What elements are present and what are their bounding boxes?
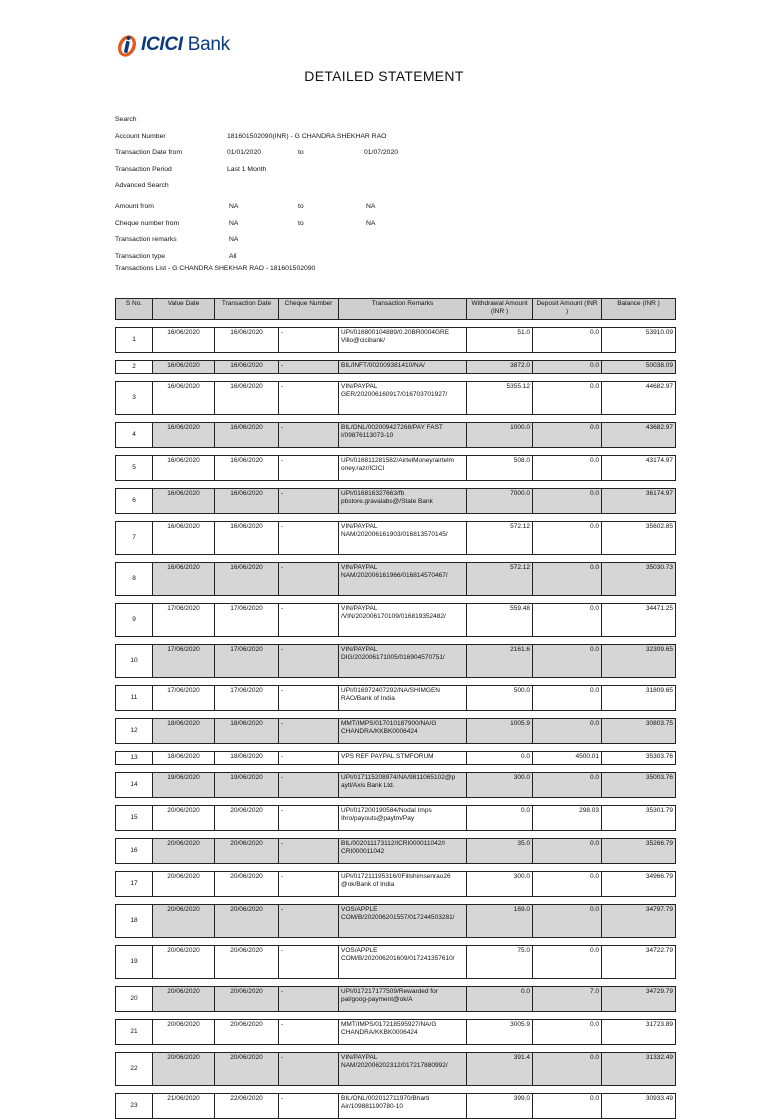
cell-transaction-date: 20/06/2020	[215, 806, 279, 831]
cell-balance: 32309.65	[602, 645, 676, 678]
transactions-table	[115, 298, 676, 1119]
cell-balance: 43174.97	[602, 456, 676, 481]
advanced-search-heading: Advanced Search	[115, 182, 169, 190]
cell-remarks: MMT/IMPS/017010187900/NA/G CHANDRA/KKBK0006424	[339, 719, 467, 744]
cell-value-date: 17/06/2020	[153, 604, 215, 637]
cell-remarks: VIN/PAYPAL GER/202006160917/016703701927/	[339, 382, 467, 415]
cell-transaction-date: 16/06/2020	[215, 522, 279, 555]
cell-deposit: 0.0	[533, 773, 602, 798]
cell-cheque-number: -	[279, 382, 339, 415]
row-spacer-cell	[116, 938, 676, 946]
cell-transaction-date: 16/06/2020	[215, 382, 279, 415]
cell-transaction-date: 20/06/2020	[215, 905, 279, 938]
remarks-value: NA	[229, 236, 239, 244]
table-row	[116, 489, 676, 514]
search-criteria	[115, 112, 675, 265]
cell-value-date: 16/06/2020	[153, 489, 215, 514]
row-spacer	[116, 798, 676, 806]
cell-value-date: 20/06/2020	[153, 1020, 215, 1045]
header-value-date: Value Date	[153, 299, 215, 320]
row-spacer-cell	[116, 481, 676, 489]
cell-cheque-number: -	[279, 905, 339, 938]
cell-withdrawal: 0.0	[467, 987, 533, 1012]
row-spacer	[116, 864, 676, 872]
table-row	[116, 328, 676, 353]
cell-cheque-number: -	[279, 987, 339, 1012]
row-spacer	[116, 1045, 676, 1053]
cell-transaction-date: 20/06/2020	[215, 1053, 279, 1086]
cell-withdrawal: 2161.6	[467, 645, 533, 678]
cell-sno: 12	[116, 719, 153, 744]
transactions-body	[116, 320, 676, 1119]
page-title: DETAILED STATEMENT	[304, 68, 464, 84]
row-spacer-cell	[116, 448, 676, 456]
row-spacer	[116, 448, 676, 456]
cell-deposit: 0.0	[533, 1053, 602, 1086]
bank-name-bold: ICICI	[141, 34, 183, 55]
table-row	[116, 773, 676, 798]
cell-transaction-date: 16/06/2020	[215, 328, 279, 353]
row-spacer-cell	[116, 765, 676, 773]
header-remarks: Transaction Remarks	[339, 299, 467, 320]
cell-value-date: 20/06/2020	[153, 987, 215, 1012]
cell-remarks: VIN/PAYPAL NAM/202006161903/016813570145/	[339, 522, 467, 555]
cell-transaction-date: 22/06/2020	[215, 1094, 279, 1119]
cell-balance: 35266.79	[602, 839, 676, 864]
cell-balance: 53910.09	[602, 328, 676, 353]
cell-balance: 30803.75	[602, 719, 676, 744]
cell-balance: 35301.79	[602, 806, 676, 831]
cell-cheque-number: -	[279, 522, 339, 555]
cell-withdrawal: 75.0	[467, 946, 533, 979]
row-spacer-cell	[116, 1086, 676, 1094]
table-row	[116, 1053, 676, 1086]
cell-sno: 23	[116, 1094, 153, 1119]
header-sno: S No.	[116, 299, 153, 320]
table-row	[116, 905, 676, 938]
row-spacer-cell	[116, 596, 676, 604]
cell-cheque-number: -	[279, 872, 339, 897]
row-spacer-cell	[116, 1012, 676, 1020]
row-spacer-cell	[116, 979, 676, 987]
cell-value-date: 20/06/2020	[153, 806, 215, 831]
cell-balance: 44682.97	[602, 382, 676, 415]
row-spacer	[116, 765, 676, 773]
cell-withdrawal: 5355.12	[467, 382, 533, 415]
cell-balance: 34966.79	[602, 872, 676, 897]
cell-transaction-date: 17/06/2020	[215, 645, 279, 678]
table-row	[116, 382, 676, 415]
cell-value-date: 17/06/2020	[153, 645, 215, 678]
date-from-value: 01/01/2020	[227, 149, 262, 157]
amount-from-value: NA	[229, 202, 239, 210]
header-balance: Balance (INR )	[602, 299, 676, 320]
cell-remarks: VIN/PAYPAL /VIN/202006170109/016819352482/	[339, 604, 467, 637]
cell-remarks: VIN/PAYPAL NAM/202006202312/017217880992/	[339, 1053, 467, 1086]
row-spacer	[116, 938, 676, 946]
cell-deposit: 0.0	[533, 382, 602, 415]
row-spacer-cell	[116, 555, 676, 563]
cell-deposit: 0.0	[533, 328, 602, 353]
bank-name-rest: Bank	[182, 34, 230, 55]
cell-value-date: 16/06/2020	[153, 563, 215, 596]
cell-withdrawal: 399.0	[467, 1094, 533, 1119]
cell-deposit: 0.0	[533, 645, 602, 678]
cell-withdrawal: 572.12	[467, 522, 533, 555]
table-row	[116, 604, 676, 637]
table-row	[116, 987, 676, 1012]
table-row	[116, 361, 676, 374]
table-row	[116, 456, 676, 481]
cell-remarks: VOS/APPLE COM/B/202006201609/017241357610/	[339, 946, 467, 979]
row-spacer-cell	[116, 831, 676, 839]
cell-cheque-number: -	[279, 489, 339, 514]
cell-value-date: 16/06/2020	[153, 361, 215, 374]
cell-balance: 35003.76	[602, 773, 676, 798]
bank-logo	[115, 30, 230, 60]
cell-sno: 16	[116, 839, 153, 864]
cell-deposit: 0.0	[533, 1094, 602, 1119]
cell-transaction-date: 16/06/2020	[215, 489, 279, 514]
cell-sno: 6	[116, 489, 153, 514]
cell-balance: 30933.49	[602, 1094, 676, 1119]
cell-value-date: 19/06/2020	[153, 773, 215, 798]
cell-transaction-date: 16/06/2020	[215, 423, 279, 448]
row-spacer	[116, 374, 676, 382]
row-spacer	[116, 320, 676, 328]
cell-deposit: 0.0	[533, 489, 602, 514]
type-label: Transaction type	[115, 252, 165, 260]
cell-transaction-date: 18/06/2020	[215, 752, 279, 765]
cell-deposit: 7.0	[533, 987, 602, 1012]
cell-cheque-number: -	[279, 604, 339, 637]
cheque-label: Cheque number from	[115, 219, 180, 227]
cell-transaction-date: 16/06/2020	[215, 456, 279, 481]
cell-sno: 7	[116, 522, 153, 555]
row-spacer	[116, 596, 676, 604]
account-label: Account Number	[115, 132, 166, 140]
cell-balance: 34797.79	[602, 905, 676, 938]
cell-remarks: UPI/016800104889/0.20BR0004GRE Villo@cicibank/	[339, 328, 467, 353]
cell-balance: 35303.76	[602, 752, 676, 765]
cell-value-date: 16/06/2020	[153, 423, 215, 448]
row-spacer	[116, 637, 676, 645]
cell-withdrawal: 0.0	[467, 752, 533, 765]
table-row	[116, 806, 676, 831]
row-spacer	[116, 1012, 676, 1020]
cell-balance: 34729.79	[602, 987, 676, 1012]
row-spacer-cell	[116, 711, 676, 719]
cell-deposit: 0.0	[533, 423, 602, 448]
cell-cheque-number: -	[279, 456, 339, 481]
cell-deposit: 0.0	[533, 1020, 602, 1045]
cell-cheque-number: -	[279, 806, 339, 831]
header-transaction-date: Transaction Date	[215, 299, 279, 320]
cell-remarks: BIL/INFT/002009381410/NA/	[339, 361, 467, 374]
table-row	[116, 563, 676, 596]
table-header-row	[116, 299, 676, 320]
cell-deposit: 0.0	[533, 839, 602, 864]
cell-deposit: 298.03	[533, 806, 602, 831]
cell-remarks: VIN/PAYPAL NAM/202006161966/016814570467/	[339, 563, 467, 596]
cell-balance: 43682.97	[602, 423, 676, 448]
row-spacer-cell	[116, 864, 676, 872]
row-spacer	[116, 831, 676, 839]
cheque-from-value: NA	[229, 219, 239, 227]
cell-cheque-number: -	[279, 1020, 339, 1045]
cell-value-date: 20/06/2020	[153, 905, 215, 938]
cell-deposit: 0.0	[533, 872, 602, 897]
cell-sno: 1	[116, 328, 153, 353]
cell-deposit: 0.0	[533, 719, 602, 744]
amount-to-value: NA	[366, 202, 376, 210]
cell-value-date: 20/06/2020	[153, 1053, 215, 1086]
cell-sno: 9	[116, 604, 153, 637]
cell-remarks: BIL/ONL/002012711970/Bharti Air/109881190780-10	[339, 1094, 467, 1119]
cell-transaction-date: 17/06/2020	[215, 686, 279, 711]
cell-cheque-number: -	[279, 839, 339, 864]
cell-cheque-number: -	[279, 686, 339, 711]
cell-sno: 5	[116, 456, 153, 481]
remarks-label: Transaction remarks	[115, 236, 177, 244]
cell-cheque-number: -	[279, 773, 339, 798]
cell-remarks: UPI/016972407292/NA/SHIMGEN RAO/Bank of India	[339, 686, 467, 711]
table-row	[116, 1020, 676, 1045]
table-row	[116, 839, 676, 864]
cell-remarks: VPS REF PAYPAL STMFORUM	[339, 752, 467, 765]
cell-value-date: 16/06/2020	[153, 456, 215, 481]
cell-balance: 34471.25	[602, 604, 676, 637]
cell-sno: 13	[116, 752, 153, 765]
cell-sno: 15	[116, 806, 153, 831]
table-row	[116, 522, 676, 555]
cell-balance: 35602.85	[602, 522, 676, 555]
cell-value-date: 21/06/2020	[153, 1094, 215, 1119]
cell-remarks: BIL/002011173112/ICRI000011042/I CRI000011042	[339, 839, 467, 864]
search-heading: Search	[115, 116, 137, 123]
row-spacer-cell	[116, 374, 676, 382]
row-spacer	[116, 979, 676, 987]
row-spacer	[116, 1086, 676, 1094]
cell-value-date: 16/06/2020	[153, 522, 215, 555]
row-spacer	[116, 897, 676, 905]
cell-cheque-number: -	[279, 423, 339, 448]
header-deposit: Deposit Amount (INR )	[533, 299, 602, 320]
type-value: All	[229, 252, 237, 260]
cell-balance: 35030.73	[602, 563, 676, 596]
cell-withdrawal: 3872.0	[467, 361, 533, 374]
cell-balance: 50038.09	[602, 361, 676, 374]
cell-remarks: UPI/017211195316/0Fillshimsenrao26 @ok/Bank of India	[339, 872, 467, 897]
cell-value-date: 20/06/2020	[153, 946, 215, 979]
row-spacer-cell	[116, 637, 676, 645]
cheque-to-word: to	[298, 219, 304, 227]
cell-value-date: 20/06/2020	[153, 839, 215, 864]
table-row	[116, 872, 676, 897]
row-spacer-cell	[116, 744, 676, 752]
cell-value-date: 17/06/2020	[153, 686, 215, 711]
cell-cheque-number: -	[279, 719, 339, 744]
cell-withdrawal: 300.0	[467, 872, 533, 897]
cell-sno: 20	[116, 987, 153, 1012]
cell-balance: 31809.65	[602, 686, 676, 711]
date-from-label: Transaction Date from	[115, 149, 182, 157]
cell-remarks: UPI/016816327663/fb pbstore.gravalabs@/State Bank	[339, 489, 467, 514]
row-spacer	[116, 744, 676, 752]
cell-remarks: UPI/016811281582/AirtelMoney/airtelm oney.razr/ICICI	[339, 456, 467, 481]
cell-withdrawal: 0.0	[467, 806, 533, 831]
icici-logo-icon	[115, 31, 139, 59]
period-label: Transaction Period	[115, 165, 172, 173]
cell-transaction-date: 16/06/2020	[215, 361, 279, 374]
date-to-value: 01/07/2020	[364, 149, 399, 157]
row-spacer	[116, 678, 676, 686]
row-spacer	[116, 711, 676, 719]
cell-remarks: VIN/PAYPAL DIG/202006171005/016904570751/	[339, 645, 467, 678]
cell-remarks: MMT/IMPS/017218595927/NA/G CHANDRA/KKBK0006424	[339, 1020, 467, 1045]
cell-transaction-date: 16/06/2020	[215, 563, 279, 596]
cell-sno: 21	[116, 1020, 153, 1045]
cell-cheque-number: -	[279, 1094, 339, 1119]
cell-deposit: 0.0	[533, 946, 602, 979]
row-spacer	[116, 415, 676, 423]
row-spacer-cell	[116, 514, 676, 522]
cell-withdrawal: 508.0	[467, 456, 533, 481]
table-row	[116, 1094, 676, 1119]
cell-cheque-number: -	[279, 645, 339, 678]
cheque-to-value: NA	[366, 219, 376, 227]
cell-sno: 18	[116, 905, 153, 938]
cell-deposit: 0.0	[533, 361, 602, 374]
cell-withdrawal: 300.0	[467, 773, 533, 798]
cell-value-date: 16/06/2020	[153, 328, 215, 353]
table-row	[116, 752, 676, 765]
cell-sno: 11	[116, 686, 153, 711]
table-row	[116, 423, 676, 448]
cell-cheque-number: -	[279, 328, 339, 353]
cell-transaction-date: 20/06/2020	[215, 1020, 279, 1045]
cell-remarks: BIL/ONL/002009427268/PAY FAST I/09876113073-10	[339, 423, 467, 448]
cell-balance: 36174.97	[602, 489, 676, 514]
cell-withdrawal: 1005.9	[467, 719, 533, 744]
cell-deposit: 0.0	[533, 604, 602, 637]
cell-withdrawal: 7000.0	[467, 489, 533, 514]
cell-sno: 10	[116, 645, 153, 678]
cell-deposit: 0.0	[533, 522, 602, 555]
row-spacer-cell	[116, 897, 676, 905]
cell-sno: 3	[116, 382, 153, 415]
cell-transaction-date: 19/06/2020	[215, 773, 279, 798]
amount-label: Amount from	[115, 202, 154, 210]
row-spacer	[116, 481, 676, 489]
row-spacer-cell	[116, 353, 676, 361]
cell-balance: 31332.49	[602, 1053, 676, 1086]
cell-value-date: 18/06/2020	[153, 719, 215, 744]
row-spacer-cell	[116, 1045, 676, 1053]
cell-withdrawal: 572.12	[467, 563, 533, 596]
cell-remarks: UPI/017200190584/Nodal Imps Ihro/payouts@paytm/Pay	[339, 806, 467, 831]
row-spacer-cell	[116, 678, 676, 686]
cell-cheque-number: -	[279, 946, 339, 979]
cell-withdrawal: 500.0	[467, 686, 533, 711]
cell-transaction-date: 20/06/2020	[215, 987, 279, 1012]
cell-sno: 14	[116, 773, 153, 798]
cell-sno: 4	[116, 423, 153, 448]
cell-deposit: 4500.01	[533, 752, 602, 765]
cell-value-date: 20/06/2020	[153, 872, 215, 897]
table-row	[116, 719, 676, 744]
cell-remarks: VOS/APPLE COM/B/202006201557/017244503281/	[339, 905, 467, 938]
cell-sno: 17	[116, 872, 153, 897]
cell-sno: 2	[116, 361, 153, 374]
cell-withdrawal: 391.4	[467, 1053, 533, 1086]
cell-cheque-number: -	[279, 752, 339, 765]
row-spacer-cell	[116, 320, 676, 328]
cell-deposit: 0.0	[533, 456, 602, 481]
cell-transaction-date: 17/06/2020	[215, 604, 279, 637]
cell-cheque-number: -	[279, 563, 339, 596]
date-to-word: to	[298, 149, 304, 157]
cell-transaction-date: 20/06/2020	[215, 946, 279, 979]
cell-remarks: UPI/017115208974/NA/9811065102@p aytl/Axis Bank Ltd.	[339, 773, 467, 798]
cell-withdrawal: 559.48	[467, 604, 533, 637]
cell-withdrawal: 35.0	[467, 839, 533, 864]
cell-value-date: 16/06/2020	[153, 382, 215, 415]
amount-to-word: to	[298, 202, 304, 210]
table-row	[116, 686, 676, 711]
row-spacer-cell	[116, 415, 676, 423]
bank-name	[141, 34, 230, 56]
cell-transaction-date: 18/06/2020	[215, 719, 279, 744]
row-spacer	[116, 555, 676, 563]
transactions-list-title: Transactions List - G CHANDRA SHEKHAR RAO - 181601502090	[115, 265, 316, 272]
cell-cheque-number: -	[279, 1053, 339, 1086]
cell-sno: 22	[116, 1053, 153, 1086]
header-withdrawal: Withdrawal Amount (INR )	[467, 299, 533, 320]
cell-remarks: UPI/017217177509/Rewarded for pal/goog-payment@ok/A	[339, 987, 467, 1012]
cell-deposit: 0.0	[533, 905, 602, 938]
cell-deposit: 0.0	[533, 686, 602, 711]
cell-withdrawal: 3005.9	[467, 1020, 533, 1045]
cell-withdrawal: 51.0	[467, 328, 533, 353]
table-row	[116, 645, 676, 678]
account-value: 181601502090(INR) - G CHANDRA SHEKHAR RAO	[227, 132, 387, 140]
cell-value-date: 18/06/2020	[153, 752, 215, 765]
cell-balance: 34722.79	[602, 946, 676, 979]
header-cheque-number: Cheque Number	[279, 299, 339, 320]
cell-withdrawal: 1000.0	[467, 423, 533, 448]
cell-transaction-date: 20/06/2020	[215, 839, 279, 864]
cell-deposit: 0.0	[533, 563, 602, 596]
cell-balance: 31723.89	[602, 1020, 676, 1045]
row-spacer-cell	[116, 798, 676, 806]
cell-cheque-number: -	[279, 361, 339, 374]
table-row	[116, 946, 676, 979]
cell-sno: 19	[116, 946, 153, 979]
cell-transaction-date: 20/06/2020	[215, 872, 279, 897]
row-spacer	[116, 353, 676, 361]
cell-sno: 8	[116, 563, 153, 596]
row-spacer	[116, 514, 676, 522]
cell-withdrawal: 169.0	[467, 905, 533, 938]
period-value: Last 1 Month	[227, 165, 267, 173]
